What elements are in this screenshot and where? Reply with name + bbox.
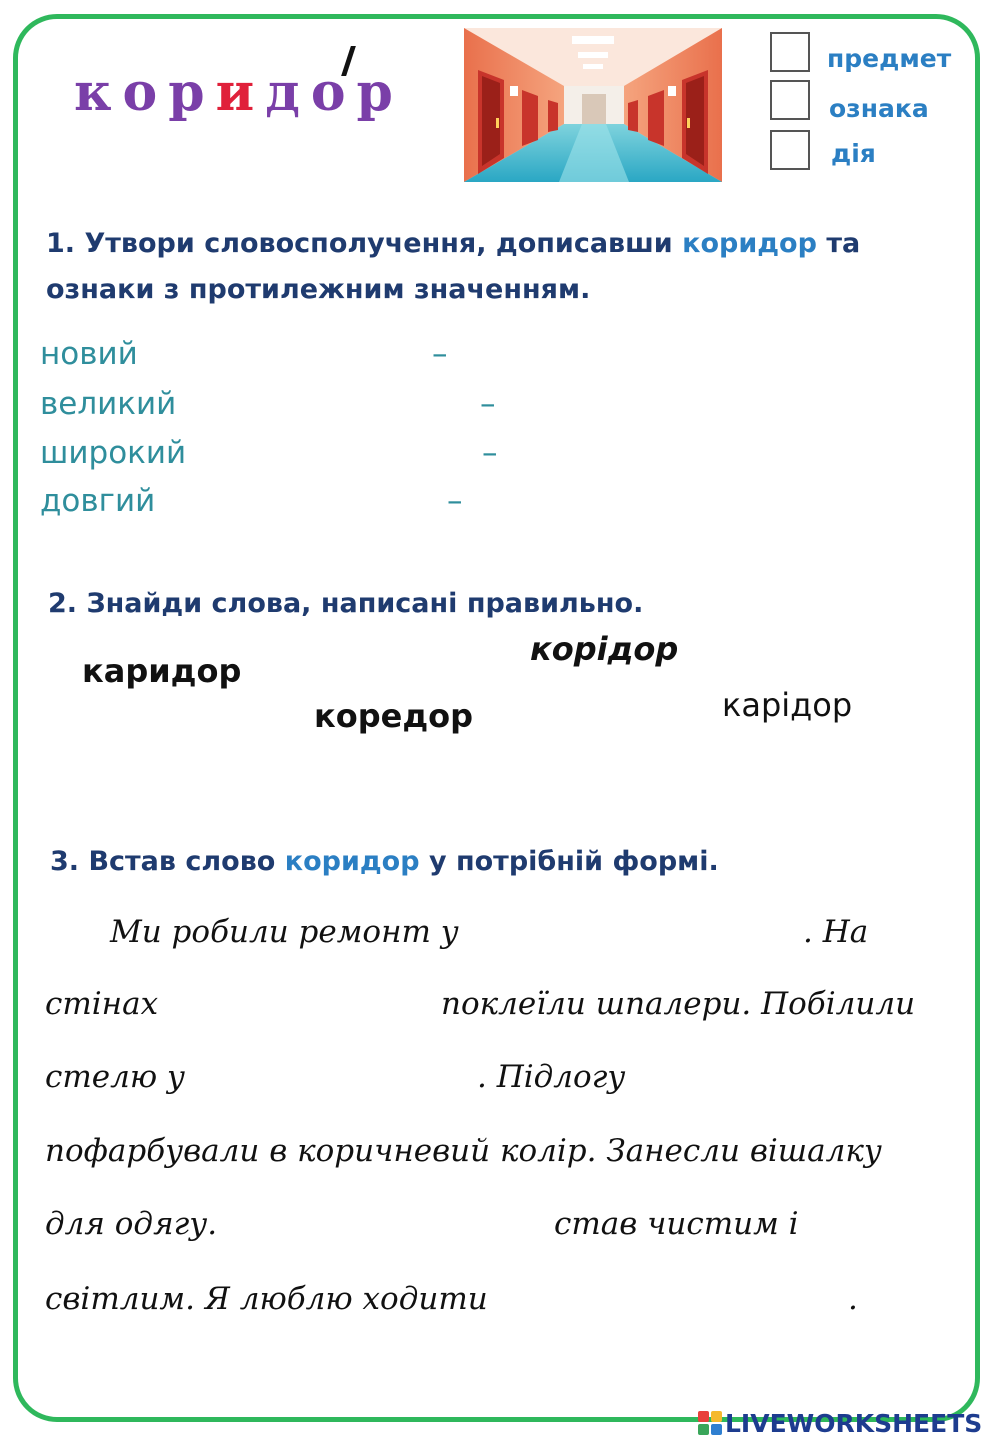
dash-4: – bbox=[447, 483, 463, 519]
adjective-big: великий bbox=[40, 386, 177, 422]
dash-2: – bbox=[480, 386, 496, 422]
story-line-6b: . bbox=[848, 1281, 858, 1317]
watermark-text: LIVEWORKSHEETS bbox=[725, 1408, 983, 1438]
story-line-3b: . Підлогу bbox=[477, 1059, 626, 1095]
story-line-4: пофарбували в коричневий колір. Занесли вішалку bbox=[45, 1133, 882, 1169]
task2-heading: 2. Знайди слова, написані правильно. bbox=[48, 588, 644, 619]
task1-heading-line1: 1. Утвори словосполучення, дописавши коридор та bbox=[46, 228, 861, 259]
task3-heading: 3. Встав слово коридор у потрібній формі. bbox=[50, 846, 719, 877]
answer-input-4[interactable] bbox=[485, 483, 899, 526]
story-line-1b: . На bbox=[803, 914, 869, 950]
task1-keyword: коридор bbox=[682, 228, 817, 259]
checkbox-adjective[interactable] bbox=[770, 80, 810, 120]
dash-1: – bbox=[432, 336, 448, 372]
spelling-option-3[interactable]: коредор bbox=[314, 697, 474, 735]
story-line-5a: для одягу. bbox=[45, 1206, 218, 1242]
answer-input-3[interactable] bbox=[520, 435, 904, 478]
label-verb: дія bbox=[831, 139, 876, 168]
adjective-long: довгий bbox=[40, 483, 156, 519]
watermark bbox=[698, 1408, 982, 1438]
checkbox-noun[interactable] bbox=[770, 32, 810, 72]
adjective-wide: широкий bbox=[40, 435, 187, 471]
spelling-option-1[interactable]: каридор bbox=[82, 652, 242, 690]
story-line-1a: Ми робили ремонт у bbox=[110, 914, 459, 950]
story-line-6a: світлим. Я люблю ходити bbox=[45, 1281, 488, 1317]
corridor-illustration bbox=[464, 28, 722, 182]
checkbox-verb[interactable] bbox=[770, 130, 810, 170]
spelling-option-2[interactable]: корідор bbox=[530, 630, 679, 668]
adjective-new: новий bbox=[40, 336, 138, 372]
task1-heading-line2: ознаки з протилежним значенням. bbox=[46, 274, 591, 305]
story-blank-2[interactable] bbox=[170, 986, 436, 1031]
answer-input-2[interactable] bbox=[518, 386, 902, 429]
story-line-2a: стінах bbox=[45, 986, 159, 1022]
label-adjective: ознака bbox=[829, 94, 929, 123]
story-line-3a: стелю у bbox=[45, 1059, 185, 1095]
word-title: коридор bbox=[74, 62, 404, 123]
story-blank-5[interactable] bbox=[514, 1281, 848, 1326]
story-line-5b: став чистим і bbox=[554, 1206, 799, 1242]
label-noun: предмет bbox=[827, 44, 952, 73]
task3-keyword: коридор bbox=[284, 846, 420, 877]
story-blank-1[interactable] bbox=[488, 914, 802, 959]
answer-input-1[interactable] bbox=[470, 336, 894, 379]
dash-3: – bbox=[482, 435, 498, 471]
story-line-2b: поклеїли шпалери. Побілили bbox=[441, 986, 916, 1022]
story-blank-3[interactable] bbox=[200, 1059, 474, 1104]
story-blank-4[interactable] bbox=[228, 1206, 550, 1251]
liveworksheets-logo-icon bbox=[698, 1411, 722, 1435]
spelling-option-4[interactable]: карідор bbox=[722, 686, 853, 724]
